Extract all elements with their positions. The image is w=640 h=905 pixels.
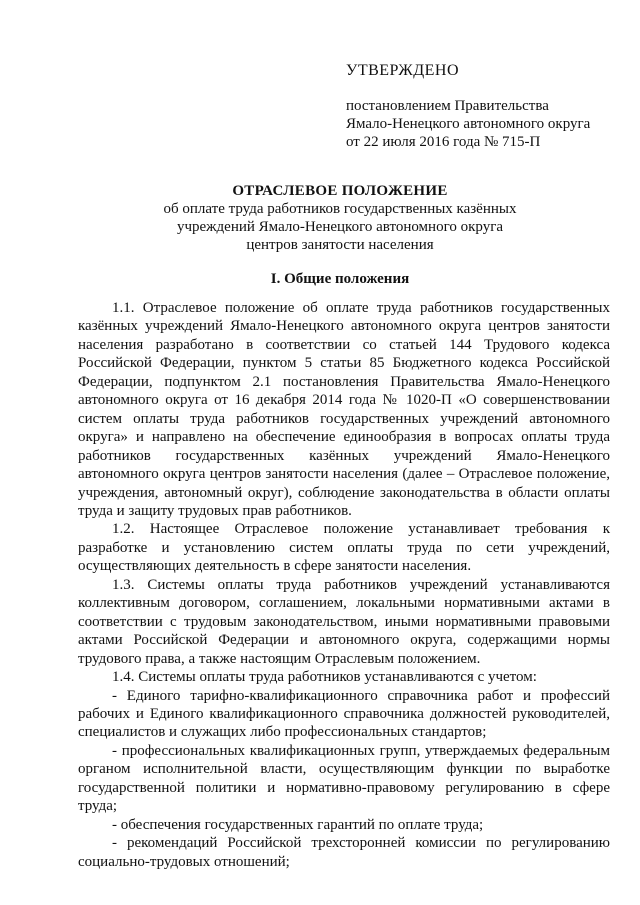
document-subtitle-line-1: об оплате труда работников государственных казённых bbox=[163, 201, 517, 217]
approval-line-3: от 22 июля 2016 года № 715-П bbox=[346, 134, 541, 150]
document-subtitle-line-3: центров занятости населения bbox=[246, 237, 434, 253]
approval-line-1: постановлением Правительства bbox=[346, 98, 549, 114]
approval-line-2: Ямало-Ненецкого автономного округа bbox=[346, 116, 591, 132]
document-title: ОТРАСЛЕВОЕ ПОЛОЖЕНИЕ bbox=[232, 183, 448, 199]
list-item-1: - Единого тарифно-квалификационного справочника работ и профессий рабочих и Единого квалификационного справочника должностей руководителей, специалистов и служащих либо профессиональных стандартов; bbox=[78, 687, 610, 741]
approval-heading: УТВЕРЖДЕНО bbox=[346, 62, 460, 79]
list-item-2: - профессиональных квалификационных групп, утверждаемых федеральным органом исполнительной власти, осуществляющим функции по выработке государственной политики и нормативно-правовому регулированию в сфере труда; bbox=[78, 742, 610, 815]
paragraph-1-1: 1.1. Отраслевое положение об оплате труда работников государственных казённых учреждений Ямало-Ненецкого автономного округа центров занятости населения разработано в соответствии со статьей 144 Трудового кодекса Российской Федерации, пунктом 5 статьи 85 Бюджетного кодекса Российской Федерации, подпунктом 2.1 постановления Правительства Ямало-Ненецкого автономного округа от 16 декабря 2014 года № 1020-П «О совершенствовании систем оплаты труда работников государственных учреждений автономного округа» и направлено на обеспечение единообразия в вопросах оплаты труда работников государственных казённых учреждений Ямало-Ненецкого автономного округа центров занятости населения (далее – Отраслевое положение, учреждения, автономный округ), соблюдение законодательства в области оплаты труда и защиту трудовых прав работников. bbox=[78, 300, 610, 519]
list-item-4: - рекомендаций Российской трехсторонней комиссии по регулированию социально-трудовых отношений; bbox=[78, 835, 610, 870]
section-heading: I. Общие положения bbox=[270, 271, 410, 287]
approval-block bbox=[346, 62, 636, 151]
paragraph-1-2: 1.2. Настоящее Отраслевое положение устанавливает требования к разработке и установлению систем оплаты труда по сети учреждений, осуществляющих деятельность в сфере занятости населения. bbox=[78, 521, 610, 575]
document-title-block bbox=[60, 182, 620, 254]
list-item-3: - обеспечения государственных гарантий по оплате труда; bbox=[112, 816, 484, 833]
document-subtitle-line-2: учреждений Ямало-Ненецкого автономного округа bbox=[176, 219, 504, 235]
paragraph-1-4: 1.4. Системы оплаты труда работников устанавливаются с учетом: bbox=[112, 669, 537, 686]
paragraph-1-3: 1.3. Системы оплаты труда работников учреждений устанавливаются коллективным договором, соглашением, локальными нормативными актами в соответствии с трудовым законодательством, иными нормативными правовыми актами Российской Федерации и автономного округа, содержащими нормы трудового права, а также настоящим Отраслевым положением. bbox=[78, 576, 610, 667]
document-body bbox=[78, 299, 610, 871]
